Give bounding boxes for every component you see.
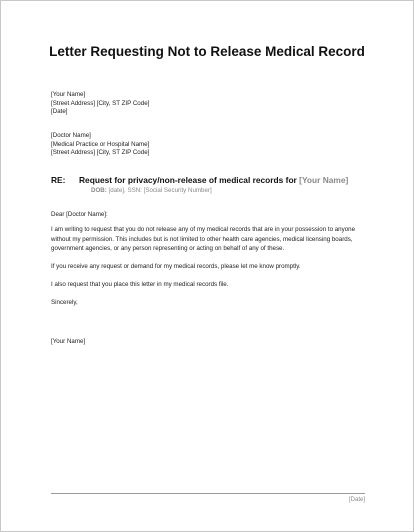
closing: Sincerely,	[51, 299, 78, 306]
re-subject-text: Request for privacy/non-release of medical records for	[79, 175, 300, 185]
re-subject	[79, 175, 348, 185]
sender-block	[51, 91, 149, 117]
dob-label: DOB:	[91, 187, 107, 194]
recipient-address: [Street Address] [City, ST ZIP Code]	[51, 149, 150, 157]
letter-title: Letter Requesting Not to Release Medical Record	[49, 44, 365, 59]
sender-name: [Your Name]	[51, 91, 86, 98]
ssn-value: [Social Security Number]	[143, 187, 212, 194]
body-paragraph: I am writing to request that you do not release any of my medical records that are in your possession to anyone without my permission. This includes but is not limited to other health care agencies, medical licensing boards, government agencies, or any person representing or acting on behalf of any of these.	[51, 226, 356, 253]
signature: [Your Name]	[51, 338, 86, 345]
sender-address: [Street Address] [City, ST ZIP Code]	[51, 99, 150, 107]
re-subject-name: [Your Name]	[299, 175, 349, 185]
re-detail	[91, 187, 212, 194]
body-paragraph: If you receive any request or demand for my medical records, please let me know promptly.	[51, 263, 301, 270]
dob-value: [date], SSN:	[106, 187, 144, 194]
footer-date: [Date]	[348, 497, 365, 503]
recipient-block	[51, 132, 149, 158]
re-label: RE:	[51, 175, 66, 185]
sender-date: [Date]	[51, 108, 68, 116]
recipient-name: [Doctor Name]	[51, 132, 91, 139]
footer-divider	[51, 493, 365, 494]
body-paragraph: I also request that you place this letter in my medical records file.	[51, 281, 229, 288]
recipient-practice: [Medical Practice or Hospital Name]	[51, 140, 150, 148]
salutation: Dear [Doctor Name]:	[51, 211, 108, 218]
